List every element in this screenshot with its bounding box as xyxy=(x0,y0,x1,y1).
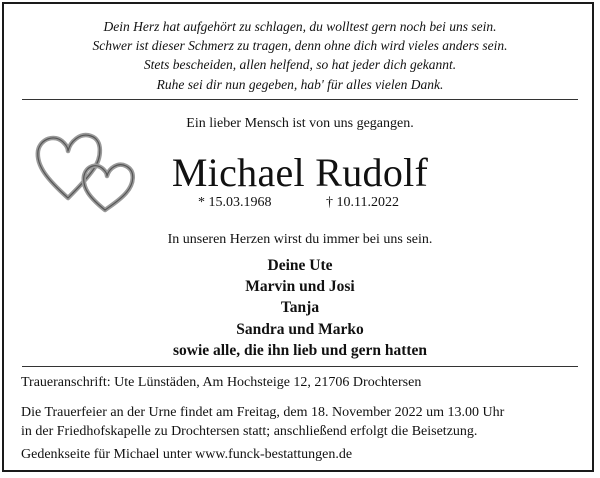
family-line: Marvin und Josi xyxy=(245,278,355,296)
ceremony-text xyxy=(21,404,504,441)
poem-line: Schwer ist dieser Schmerz zu tragen, denn ohne dich wird vieles anders sein. xyxy=(92,38,508,54)
family-line: Deine Ute xyxy=(267,257,333,274)
divider-bottom xyxy=(22,366,578,367)
deceased-name: Michael Rudolf xyxy=(171,150,429,195)
intro-text: Ein lieber Mensch ist von uns gegangen. xyxy=(186,116,414,131)
death-date: † 10.11.2022 xyxy=(326,195,399,210)
memorial-page-text: Gedenkseite für Michael unter www.funck-bestattungen.de xyxy=(21,447,353,462)
family-line: Sandra und Marko xyxy=(236,320,364,338)
motto-text: In unseren Herzen wirst du immer bei uns sein. xyxy=(167,232,433,247)
birth-date: * 15.03.1968 xyxy=(198,195,272,210)
poem xyxy=(0,17,600,94)
poem-line: Stets bescheiden, allen helfend, so hat jeder dich gekannt. xyxy=(143,57,457,73)
mourning-address: Traueranschrift: Ute Lünstäden, Am Hochsteige 12, 21706 Drochtersen xyxy=(21,375,422,390)
poem-line: Ruhe sei dir nun gegeben, hab' für alles vielen Dank. xyxy=(156,76,444,92)
poem-line: Dein Herz hat aufgehört zu schlagen, du wolltest gern noch bei uns sein. xyxy=(103,19,497,34)
ceremony-line: in der Friedhofskapelle zu Drochtersen statt; anschließend erfolgt die Beisetzung. xyxy=(21,423,478,439)
divider-top xyxy=(22,99,578,100)
family-line: Tanja xyxy=(280,299,320,317)
ceremony-line: Die Trauerfeier an der Urne findet am Freitag, dem 18. November 2022 um 13.00 Uhr xyxy=(21,405,505,420)
family-line: sowie alle, die ihn lieb und gern hatten xyxy=(172,341,428,359)
family-signatures xyxy=(0,255,600,361)
